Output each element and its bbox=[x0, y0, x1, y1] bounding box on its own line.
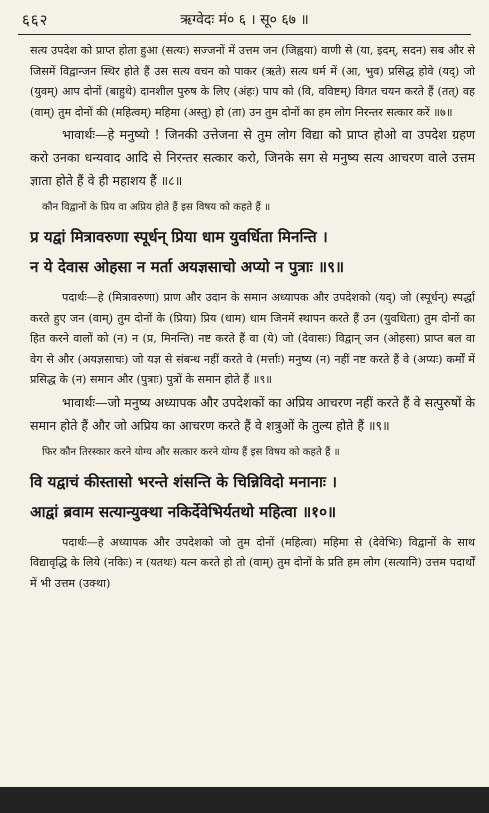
mantra-9-line-2: न ये देवास ओहसा न मर्ता अयज्ञसाचो अप्यो न पुत्राः ॥९॥ bbox=[30, 257, 345, 276]
topic-intro-10: फिर कौन तिरस्कार करने योग्य और सत्कार करने योग्य हैं इस विषय को कहते हैं ॥ bbox=[42, 446, 340, 458]
running-title: ऋग्वेदः मं० ६ । सू० ६७ ॥ bbox=[180, 12, 309, 28]
padartha-paragraph-9: पदार्थः—हे (मित्रावरुणा) प्राण और उदान के समान अध्यापक और उपदेशको (यद्) जो (स्पूर्धन्) स्पर्द्धा करते हुए जन (वाम्) तुम दोनों के (प्रिया) प्रिय (धाम) धाम जिनमें स्थापन करते हैं उन (युवधिता) तुम दोनों का हित करने वालों को (न) न (प्र, मिनन्ति) नष्ट करते हैं वा (ये) जो (देवासः) विद्वान् जन (ओहसा) प्राप्त बल वा वेग से और (अयज्ञसाचः) जो यज्ञ से संबन्ध नहीं करते वे (मर्त्ताः) मनुष्य (न) नहीं नष्ट करते हैं वे (अप्यः) कर्मों में प्रसिद्ध के (न) समान और (पुत्राः) पुत्रों के समान होते हैं ॥९॥ bbox=[30, 290, 475, 387]
mantra-10-line-2: आद्वां ब्रवाम सत्यान्युक्था नकिर्देवेभिर्यतथो महित्वा ॥१०॥ bbox=[30, 502, 337, 521]
padartha-paragraph-10: पदार्थः—हे अध्यापक और उपदेशको जो तुम दोनों (महित्वा) महिमा से (देवेभिः) विद्वानों के साथ विद्यावृद्धि के लिये (नकिः) न (यतथः) यत्न करते हो तो (वाम्) तुम दोनों के प्रति हम लोग (सत्यानि) उत्तम पदार्थों में भी उत्तम (उक्था) bbox=[30, 535, 475, 590]
padartha-paragraph-7: सत्य उपदेश को प्राप्त होता हुआ (सत्यः) सज्जनों में उत्तम जन (जिह्वया) वाणी से (या, इदम्, सदन) सब और से जिसमें विद्वान्जन स्थिर होते हैं उस सत्य वचन को पाकर (ऋते) सत्य धर्म में (आ, भुव) प्रसिद्ध होवे (यद्) जो (युवम्) आप दोनों (बाहुथे) दानशील पुरुष के लिए (अंहः) पाप को (वि, वविष्टम्) विगत चयन करते हैं (तत्) वह (वाम्) तुम दोनों की (महित्वम्) महिमा (अस्तु) हो (ता) उन तुम दोनों का हम लोग निरन्तर सत्कार करें ॥७॥ bbox=[30, 44, 475, 119]
topic-intro-9: कौन विद्वानों के प्रिय वा अप्रिय होते हैं इस विषय को कहते हैं ॥ bbox=[42, 202, 271, 214]
mantra-10-line-1: वि यद्वाचं कीस्तासो भरन्ते शंसन्ति के चिन्निविदो मनानाः । bbox=[30, 472, 338, 491]
header-rule bbox=[18, 34, 471, 35]
bhavartha-paragraph-8: भावार्थः—हे मनुष्यो ! जिनकी उत्तेजना से तुम लोग विद्या को प्राप्त होओ वा उपदेश ग्रहण करो उनका धन्यवाद आदि से निरन्तर सत्कार करो, जिनके सग से मनुष्य सत्य आचरण वाले उत्तम ज्ञाता होते हैं वे ही महाशय हैं ॥८॥ bbox=[30, 127, 475, 189]
scan-bottom-edge bbox=[0, 787, 489, 813]
page-number: ६६२ bbox=[22, 11, 49, 29]
page-header bbox=[22, 10, 467, 32]
mantra-9-line-1: प्र यद्वां मित्रावरुणा स्पूर्धन् प्रिया धाम युवर्धिता मिनन्ति । bbox=[30, 227, 328, 246]
bhavartha-paragraph-9: भावार्थः—जो मनुष्य अध्यापक और उपदेशकों का अप्रिय आचरण नहीं करते हैं वे सत्पुरुषों के समान होते हैं और जो अप्रिय का आचरण करते हैं वे शत्रुओं के तुल्य होते हैं ॥९॥ bbox=[30, 394, 476, 433]
page-body bbox=[30, 41, 475, 594]
